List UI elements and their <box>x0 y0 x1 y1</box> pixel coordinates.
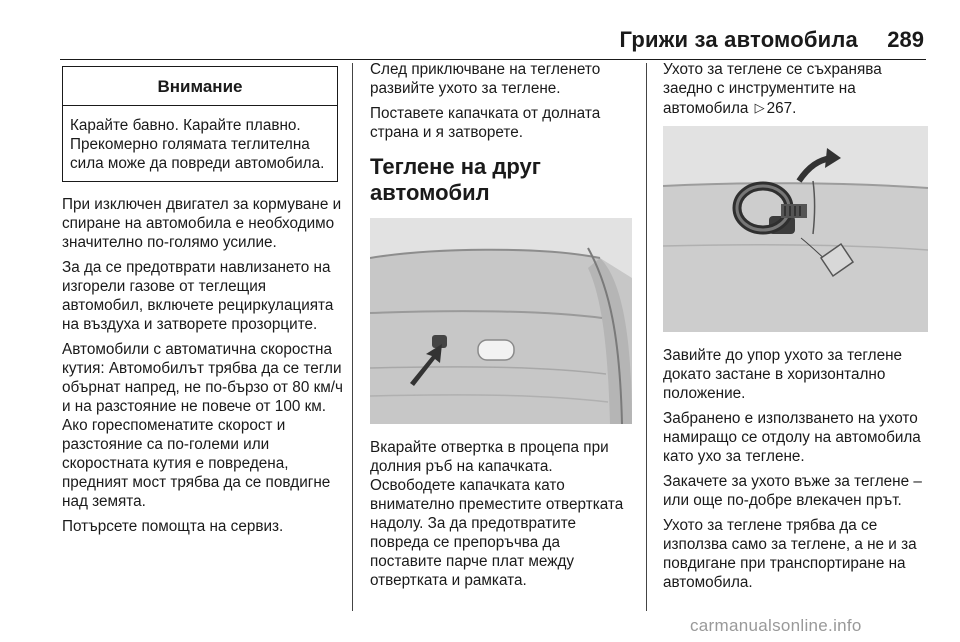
paragraph: След приключване на тегленето развийте ухото за теглене. <box>370 61 601 97</box>
warning-notice-box <box>62 66 338 182</box>
column-3 <box>663 60 931 598</box>
column-2 <box>370 60 634 596</box>
notice-title: Внимание <box>63 67 337 106</box>
intro-text: Ухото за теглене се съхранява заедно с инструментите на автомобила <box>663 61 882 117</box>
paragraph: Автомобили с автоматична скоростна кутия: Автомобилът трябва да се тегли обърнат напред, не по-бързо от 80 км/ч и на разстояние не повече от 100 км. Ако гореспоменатите скорост и разстояние са по-големи или скоростната кутия е повредена, предният мост трябва да се повдигне над земята. <box>62 341 344 510</box>
page-title: Грижи за автомобила <box>619 27 858 52</box>
paragraph: Завийте до упор ухото за теглене докато застане в хоризонтално положение. <box>663 347 903 402</box>
paragraph: При изключен двигател за кормуване и спиране на автомобила е необходимо значително по-голямо усилие. <box>62 196 342 251</box>
paragraph: За да се предотврати навлизането на изгорели газове от теглещия автомобил, включете рециркулацията на въздуха и затворете прозорците. <box>62 259 334 333</box>
page-number: 289 <box>887 27 924 52</box>
watermark: carmanualsonline.info <box>690 616 862 635</box>
column-1 <box>62 60 344 542</box>
reference-page-number: 267. <box>766 100 797 117</box>
paragraph: Вкарайте отвертка в процепа при долния ръб на капачката. Освободете капачката като внимателно преместите отвертката надолу. За да предотвратите повреда се препоръчва да поставите парче плат между отвертката и рамката. <box>370 439 624 589</box>
paragraph: Ухото за теглене трябва да се използва само за теглене, а не и за повдигане при транспортиране на автомобила. <box>663 517 917 591</box>
page-reference-icon: ▷ <box>754 100 765 115</box>
section-heading: Теглене на друг автомобил <box>370 154 541 205</box>
paragraph <box>663 60 931 118</box>
paragraph: Поставете капачката от долната страна и я затворете. <box>370 105 601 141</box>
paragraph: Забранено е използването на ухото намиращо се отдолу на автомобила като ухо за теглене. <box>663 410 921 465</box>
paragraph: Закачете за ухото въже за теглене – или още по-добре влекачен прът. <box>663 473 922 509</box>
rear-bumper-cap-illustration <box>370 218 632 424</box>
page-header <box>0 0 960 58</box>
notice-body: Карайте бавно. Карайте плавно. Прекомерно голямата теглителна сила може да повреди автомобила. <box>70 117 325 172</box>
towing-eye-svg <box>663 126 928 332</box>
paragraph: Потърсете помощта на сервиз. <box>62 518 284 535</box>
towing-eye-illustration <box>663 126 928 332</box>
column-divider-1 <box>352 63 353 611</box>
bumper-illustration-svg <box>370 218 632 424</box>
column-divider-2 <box>646 63 647 611</box>
